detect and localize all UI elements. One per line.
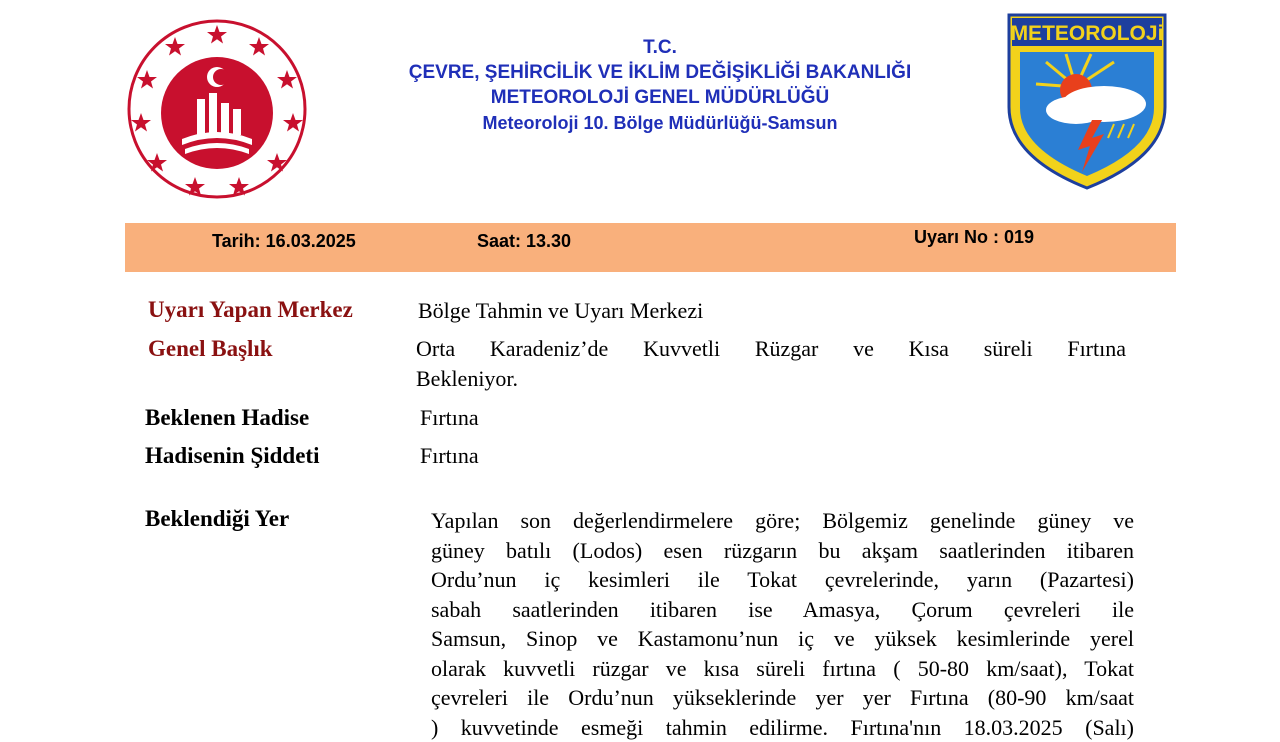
paragraph-line: Yapılan son değerlendirmelere göre; Bölgemiz genelinde güney ve (431, 506, 1134, 536)
header-tc: T.C. (300, 37, 1020, 59)
severity-value: Fırtına (420, 443, 479, 469)
meteoroloji-shield-icon (1006, 12, 1168, 190)
paragraph-line: olarak kuvvetli rüzgar ve kısa süreli fırtına ( 50-80 km/saat), Tokat (431, 654, 1134, 684)
paragraph-line: sabah saatlerinden itibaren ise Amasya, Çorum çevreleri ile (431, 595, 1134, 625)
svg-text:METEOROLOJi: METEOROLOJi (1011, 22, 1164, 45)
date-text: Tarih: 16.03.2025 (212, 231, 356, 252)
center-label: Uyarı Yapan Merkez (148, 297, 353, 323)
paragraph-line: Ordu’nun iç kesimleri ile Tokat çevrelerinde, yarın (Pazartesi) (431, 565, 1134, 595)
expected-place-paragraph (431, 506, 1134, 742)
general-title-label: Genel Başlık (148, 336, 273, 362)
severity-label: Hadisenin Şiddeti (145, 443, 319, 469)
paragraph-line: Samsun, Sinop ve Kastamonu’nun iç ve yüksek kesimlerinde yerel (431, 624, 1134, 654)
paragraph-line: güney batılı (Lodos) esen rüzgarın bu akşam saatlerinden itibaren (431, 536, 1134, 566)
general-title-value-line1: Orta Karadeniz’de Kuvvetli Rüzgar ve Kısa süreli Fırtına (416, 336, 1126, 362)
paragraph-line: çevreleri ile Ordu’nun yükseklerinde yer yer Fırtına (80-90 km/saat (431, 683, 1134, 713)
header-directorate: METEOROLOJİ GENEL MÜDÜRLÜĞÜ (300, 87, 1020, 109)
expected-place-label: Beklendiği Yer (145, 506, 289, 532)
paragraph-line: ) kuvvetinde esmeği tahmin edilirme. Fırtına'nın 18.03.2025 (Salı) (431, 713, 1134, 742)
header-ministry: ÇEVRE, ŞEHİRCİLİK VE İKLİM DEĞİŞİKLİĞİ BAKANLIĞI (300, 62, 1020, 84)
center-value: Bölge Tahmin ve Uyarı Merkezi (418, 298, 703, 324)
ministry-emblem-icon (127, 15, 307, 203)
info-band (125, 223, 1176, 272)
time-text: Saat: 13.30 (477, 231, 571, 252)
warning-number-text: Uyarı No : 019 (914, 227, 1034, 248)
general-title-value-line2: Bekleniyor. (416, 366, 518, 392)
expected-event-label: Beklenen Hadise (145, 405, 309, 431)
expected-event-value: Fırtına (420, 405, 479, 431)
header-regional-office: Meteoroloji 10. Bölge Müdürlüğü-Samsun (300, 113, 1020, 134)
